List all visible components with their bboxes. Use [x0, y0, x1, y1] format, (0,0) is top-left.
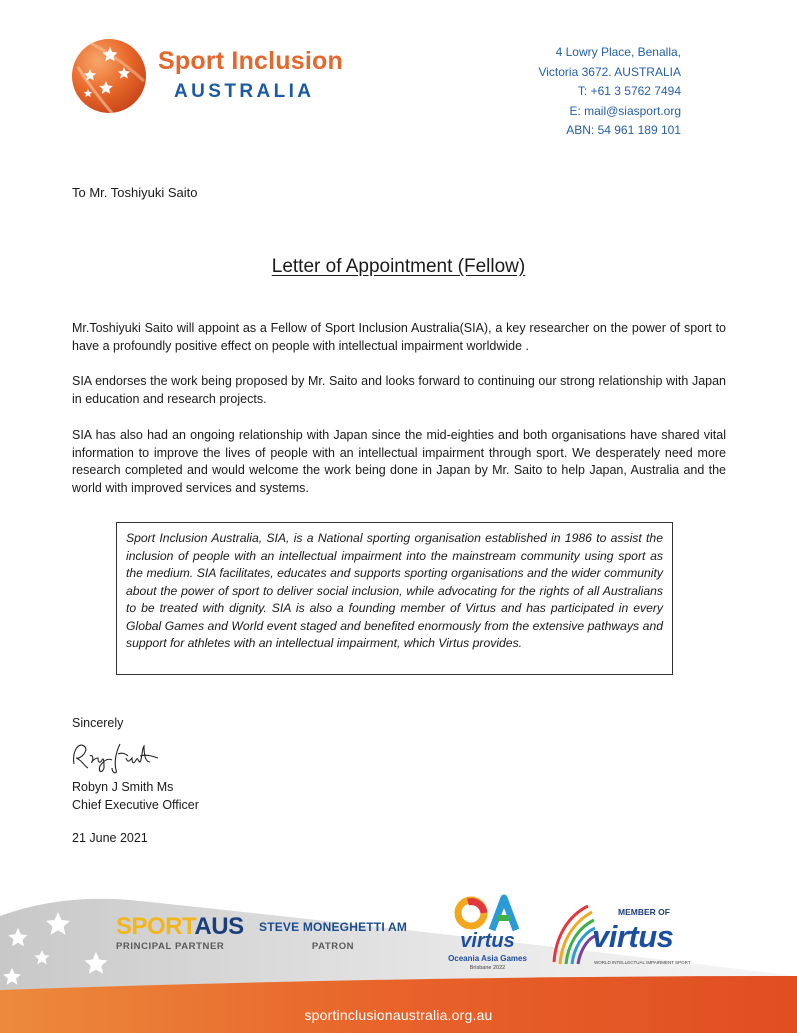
member-label: MEMBER OF — [618, 907, 670, 917]
website-url: sportinclusionaustralia.org.au — [304, 1007, 493, 1023]
oceania-asia-games-logo — [440, 894, 535, 980]
signatory-name: Robyn J Smith Ms — [72, 780, 174, 794]
logo-title: Sport Inclusion — [158, 47, 343, 75]
email-address: E: mail@siasport.org — [569, 103, 681, 118]
virtus-swoosh-icon — [548, 902, 596, 968]
abn-number: ABN: 54 961 189 101 — [566, 123, 681, 137]
sportaus-partner-logo — [116, 913, 244, 952]
body-paragraph-2: SIA endorses the work being proposed by Mr. Saito and looks forward to continuing our strong relationship with Japan in education and research projects. — [72, 374, 726, 406]
sia-logo — [70, 37, 360, 117]
partner-role: PRINCIPAL PARTNER — [116, 941, 225, 952]
sia-ball-icon — [70, 37, 148, 115]
sportaus-wordmark-part1: SPORT — [116, 913, 195, 940]
oa-mark-icon — [454, 894, 522, 932]
sportaus-wordmark-part2: AUS — [194, 913, 244, 940]
phone-number: T: +61 3 5762 7494 — [577, 84, 681, 98]
member-virtus-wordmark: virtus — [592, 919, 674, 954]
member-of-virtus-logo — [548, 902, 691, 972]
footer-stars-icon — [0, 898, 130, 1008]
recipient-line: To Mr. Toshiyuki Saito — [72, 185, 198, 200]
member-subtitle: WORLD INTELLECTUAL IMPAIRMENT SPORT — [594, 960, 691, 965]
letter-date: 21 June 2021 — [72, 831, 148, 845]
patron-role: PATRON — [311, 941, 355, 952]
body-paragraph-3: SIA has also had an ongoing relationship with Japan since the mid-eighties and both organisations have shared vital information to improve the lives of people with an intellectual impairment through sport. We desperately need more research completed and would welcome the work being done in Japan by Mr. Saito to help Japan, Australia and the world with improved services and systems. — [72, 428, 726, 495]
address-line-2: Victoria 3672. AUSTRALIA — [538, 64, 681, 79]
sportaus-wordmark — [116, 913, 244, 940]
logo-subtitle: AUSTRALIA — [174, 81, 315, 102]
body-paragraph-1: Mr.Toshiyuki Saito will appoint as a Fellow of Sport Inclusion Australia(SIA), a key researcher on the power of sport to have a profoundly positive effect on people with intellectual impairment worldwide . — [72, 321, 726, 353]
signatory-title: Chief Executive Officer — [72, 798, 199, 812]
games-name: Oceania Asia Games — [448, 954, 527, 963]
closing-salutation: Sincerely — [72, 716, 124, 730]
patron-name: STEVE MONEGHETTI AM — [258, 920, 408, 934]
letter-title: Letter of Appointment (Fellow) — [271, 256, 526, 277]
address-line-1: 4 Lowry Place, Benalla, — [555, 45, 681, 59]
games-place: Brisbane 2022 — [469, 965, 506, 971]
about-sia-box: Sport Inclusion Australia, SIA, is a National sporting organisation established in 1986 to assist the inclusion of people with an intellectual impairment into the mainstream community using sport as the medium. SIA facilitates, educates and supports sporting organisations and the wider community about the power of sport to deliver social inclusion, while advocating for the rights of all Australians to be treated with dignity. SIA is also a founding member of Virtus and has participated in every Global Games and World event staged and benefited enormously from the extensive pathways and support for athletes with an intellectual impairment, which Virtus provides. — [116, 522, 673, 675]
patron-block — [250, 920, 416, 952]
contact-block — [538, 43, 681, 141]
games-virtus-wordmark: virtus — [460, 930, 515, 952]
footer — [0, 880, 797, 1033]
signature-image — [68, 734, 168, 778]
